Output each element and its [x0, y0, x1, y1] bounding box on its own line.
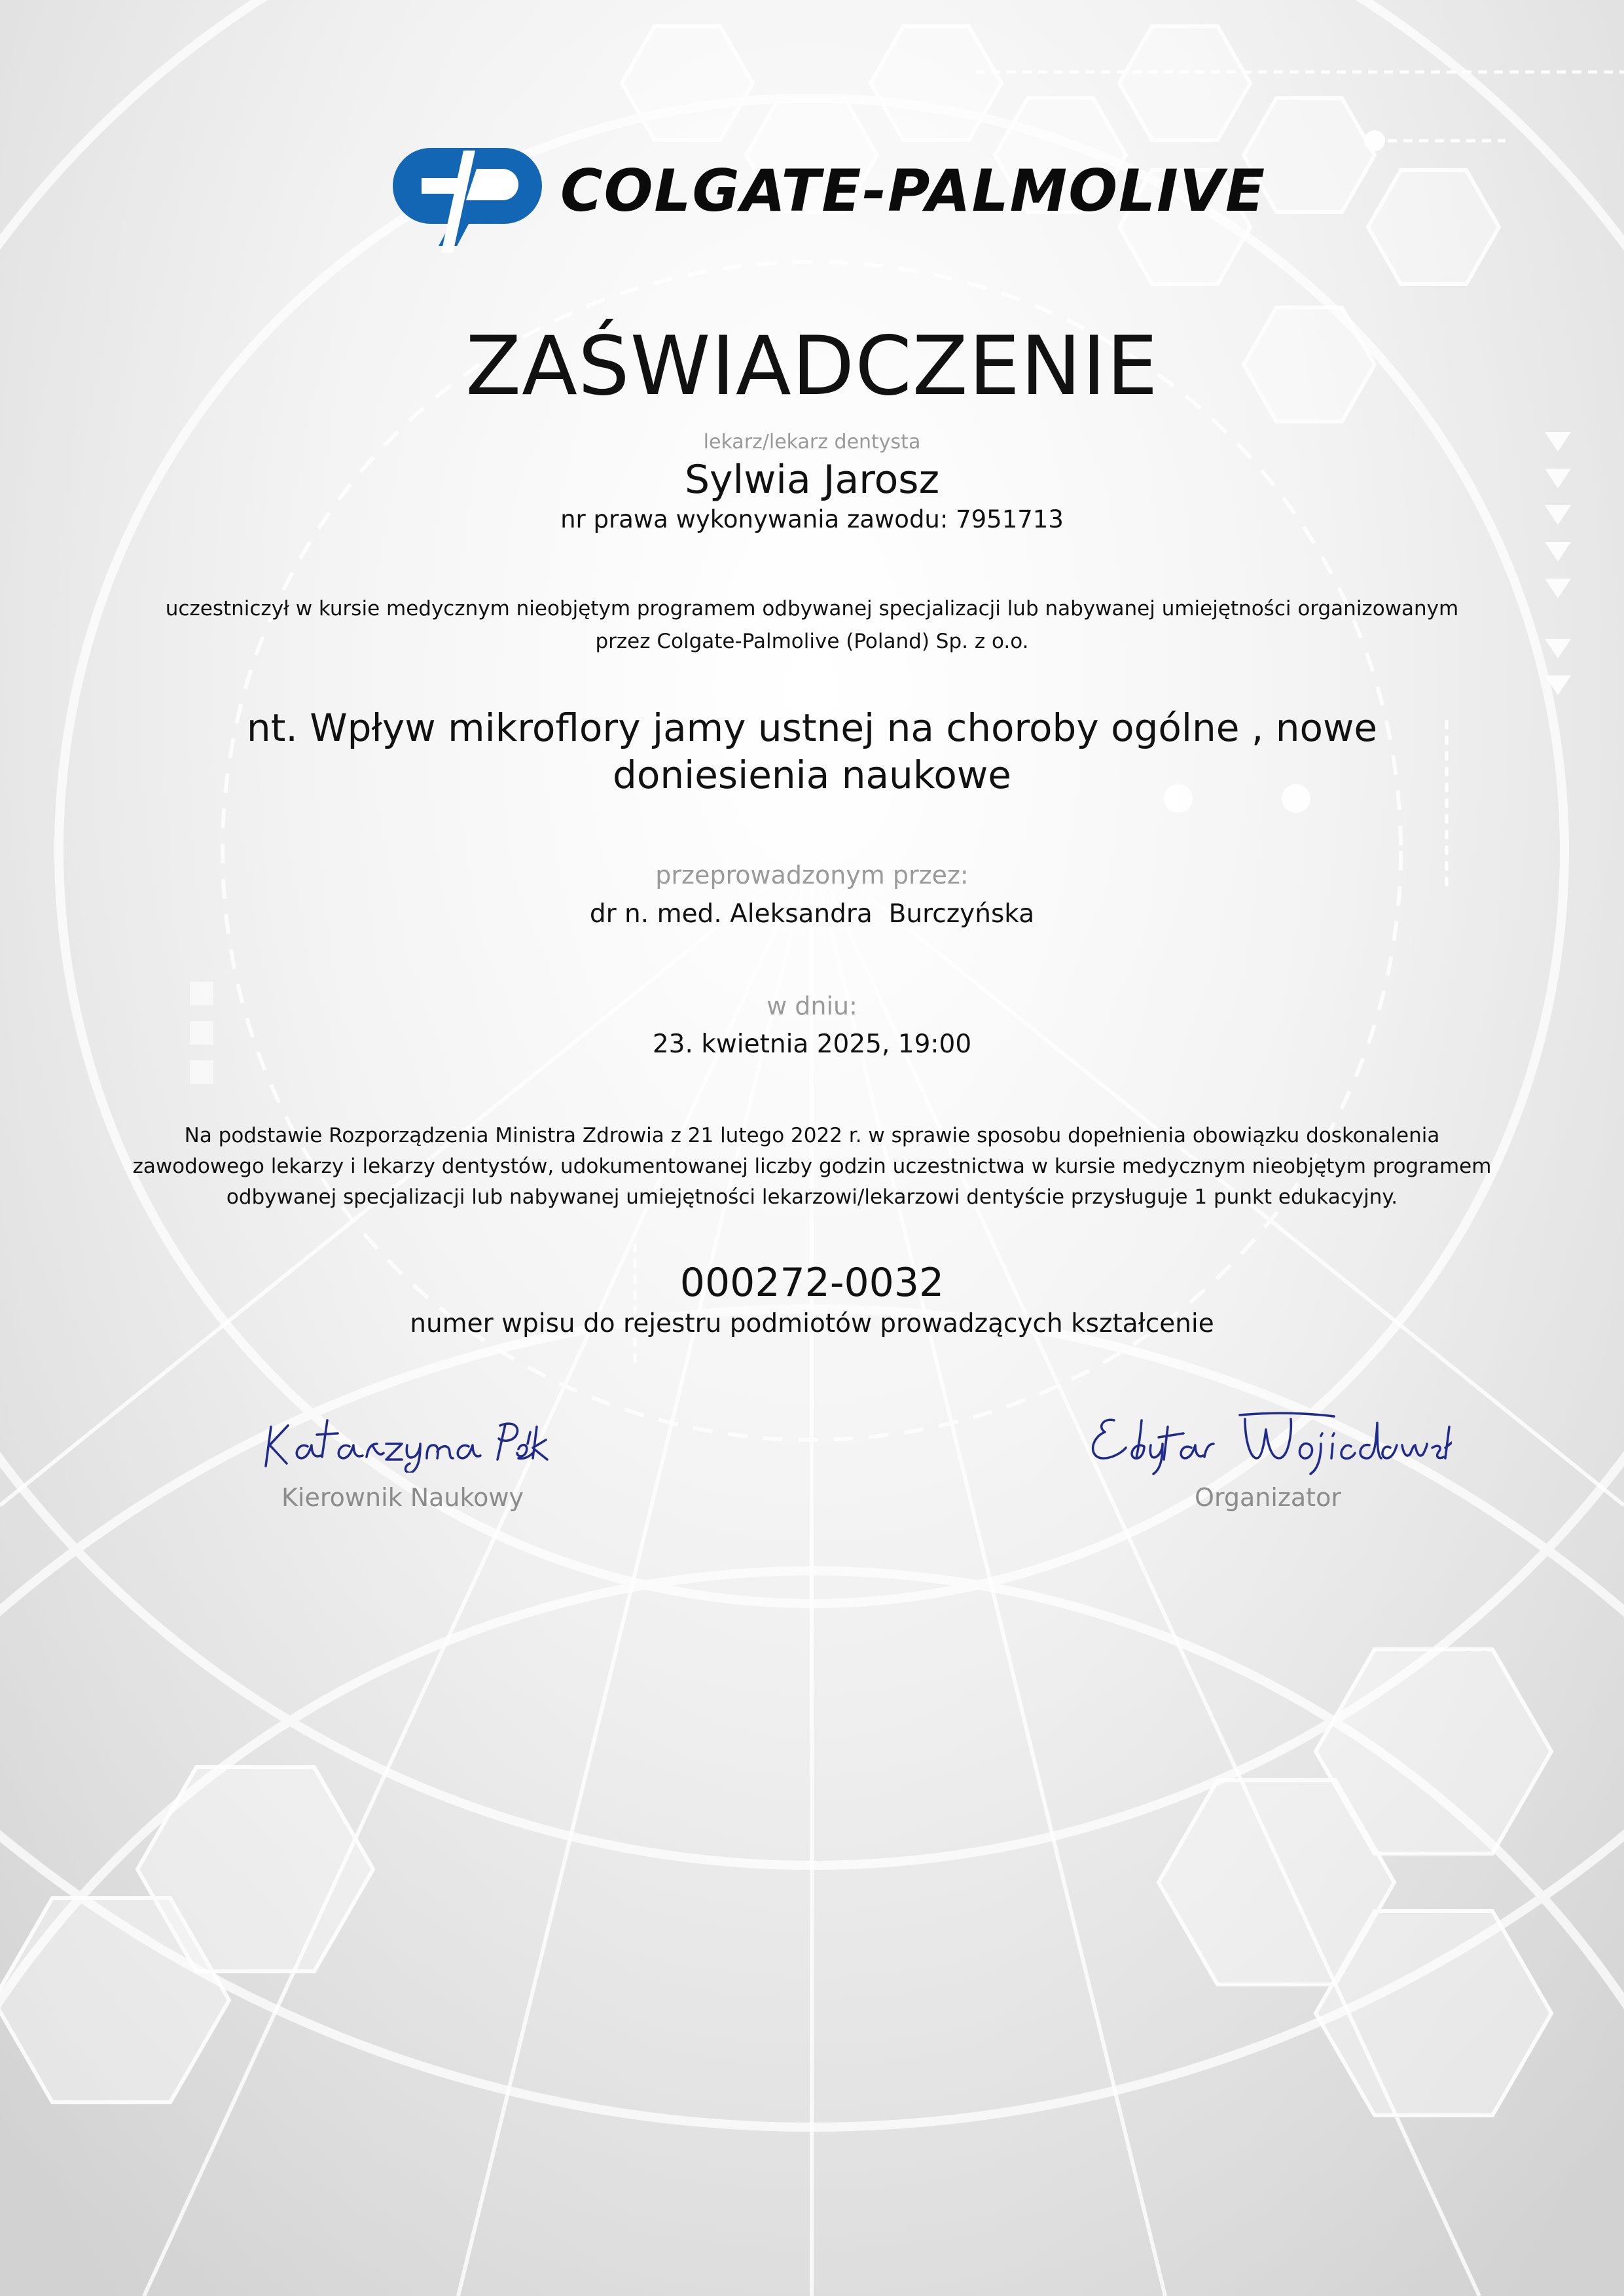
course-topic: nt. Wpływ mikroflory jamy ustnej na choroby ogólne , nowe doniesienia naukowe	[246, 706, 1378, 797]
lecturer-name: dr n. med. Aleksandra Burczyńska	[589, 899, 1035, 929]
scientific-director-label: Kierownik Naukowy	[281, 1483, 524, 1512]
company-name: COLGATE-PALMOLIVE	[560, 157, 1267, 224]
signature-scientific-director	[262, 1401, 550, 1473]
registry-label: numer wpisu do rejestru podmiotów prowadzących kształcenie	[410, 1309, 1214, 1338]
registry-number: 000272-0032	[679, 1260, 945, 1306]
participation-statement: uczestniczył w kursie medycznym nieobjętym programem odbywanej specjalizacji lub nabywanej umiejętności organizowanym przez Colgate-Palmolive (Poland) Sp. z o.o.	[165, 597, 1459, 653]
legal-basis-text: Na podstawie Rozporządzenia Ministra Zdrowia z 21 lutego 2022 r. w sprawie sposobu dopełnienia obowiązku doskonalenia zawodowego lekarzy i lekarzy dentystów, udokumentowanej liczby godzin uczestnictwa w kursie medycznym nieobjętym programem odbywanej specjalizacji lub nabywanej umiejętności lekarzowi/lekarzowi dentyście przysługuje 1 punkt edukacyjny.	[132, 1124, 1492, 1209]
certificate-title: ZAŚWIADCZENIE	[465, 319, 1159, 414]
colgate-palmolive-logo-icon	[385, 137, 542, 255]
organizer-label: Organizator	[1195, 1483, 1341, 1512]
recipient-role: lekarz/lekarz dentysta	[703, 431, 921, 454]
recipient-name: Sylwia Jarosz	[684, 457, 940, 503]
course-date: 23. kwietnia 2025, 19:00	[652, 1030, 972, 1059]
company-logo	[385, 137, 1267, 255]
conducted-by-label: przeprowadzonym przez:	[655, 861, 969, 889]
license-number: nr prawa wykonywania zawodu: 7951713	[560, 505, 1064, 533]
signature-organizer	[1085, 1401, 1452, 1479]
date-label: w dniu:	[767, 992, 857, 1020]
